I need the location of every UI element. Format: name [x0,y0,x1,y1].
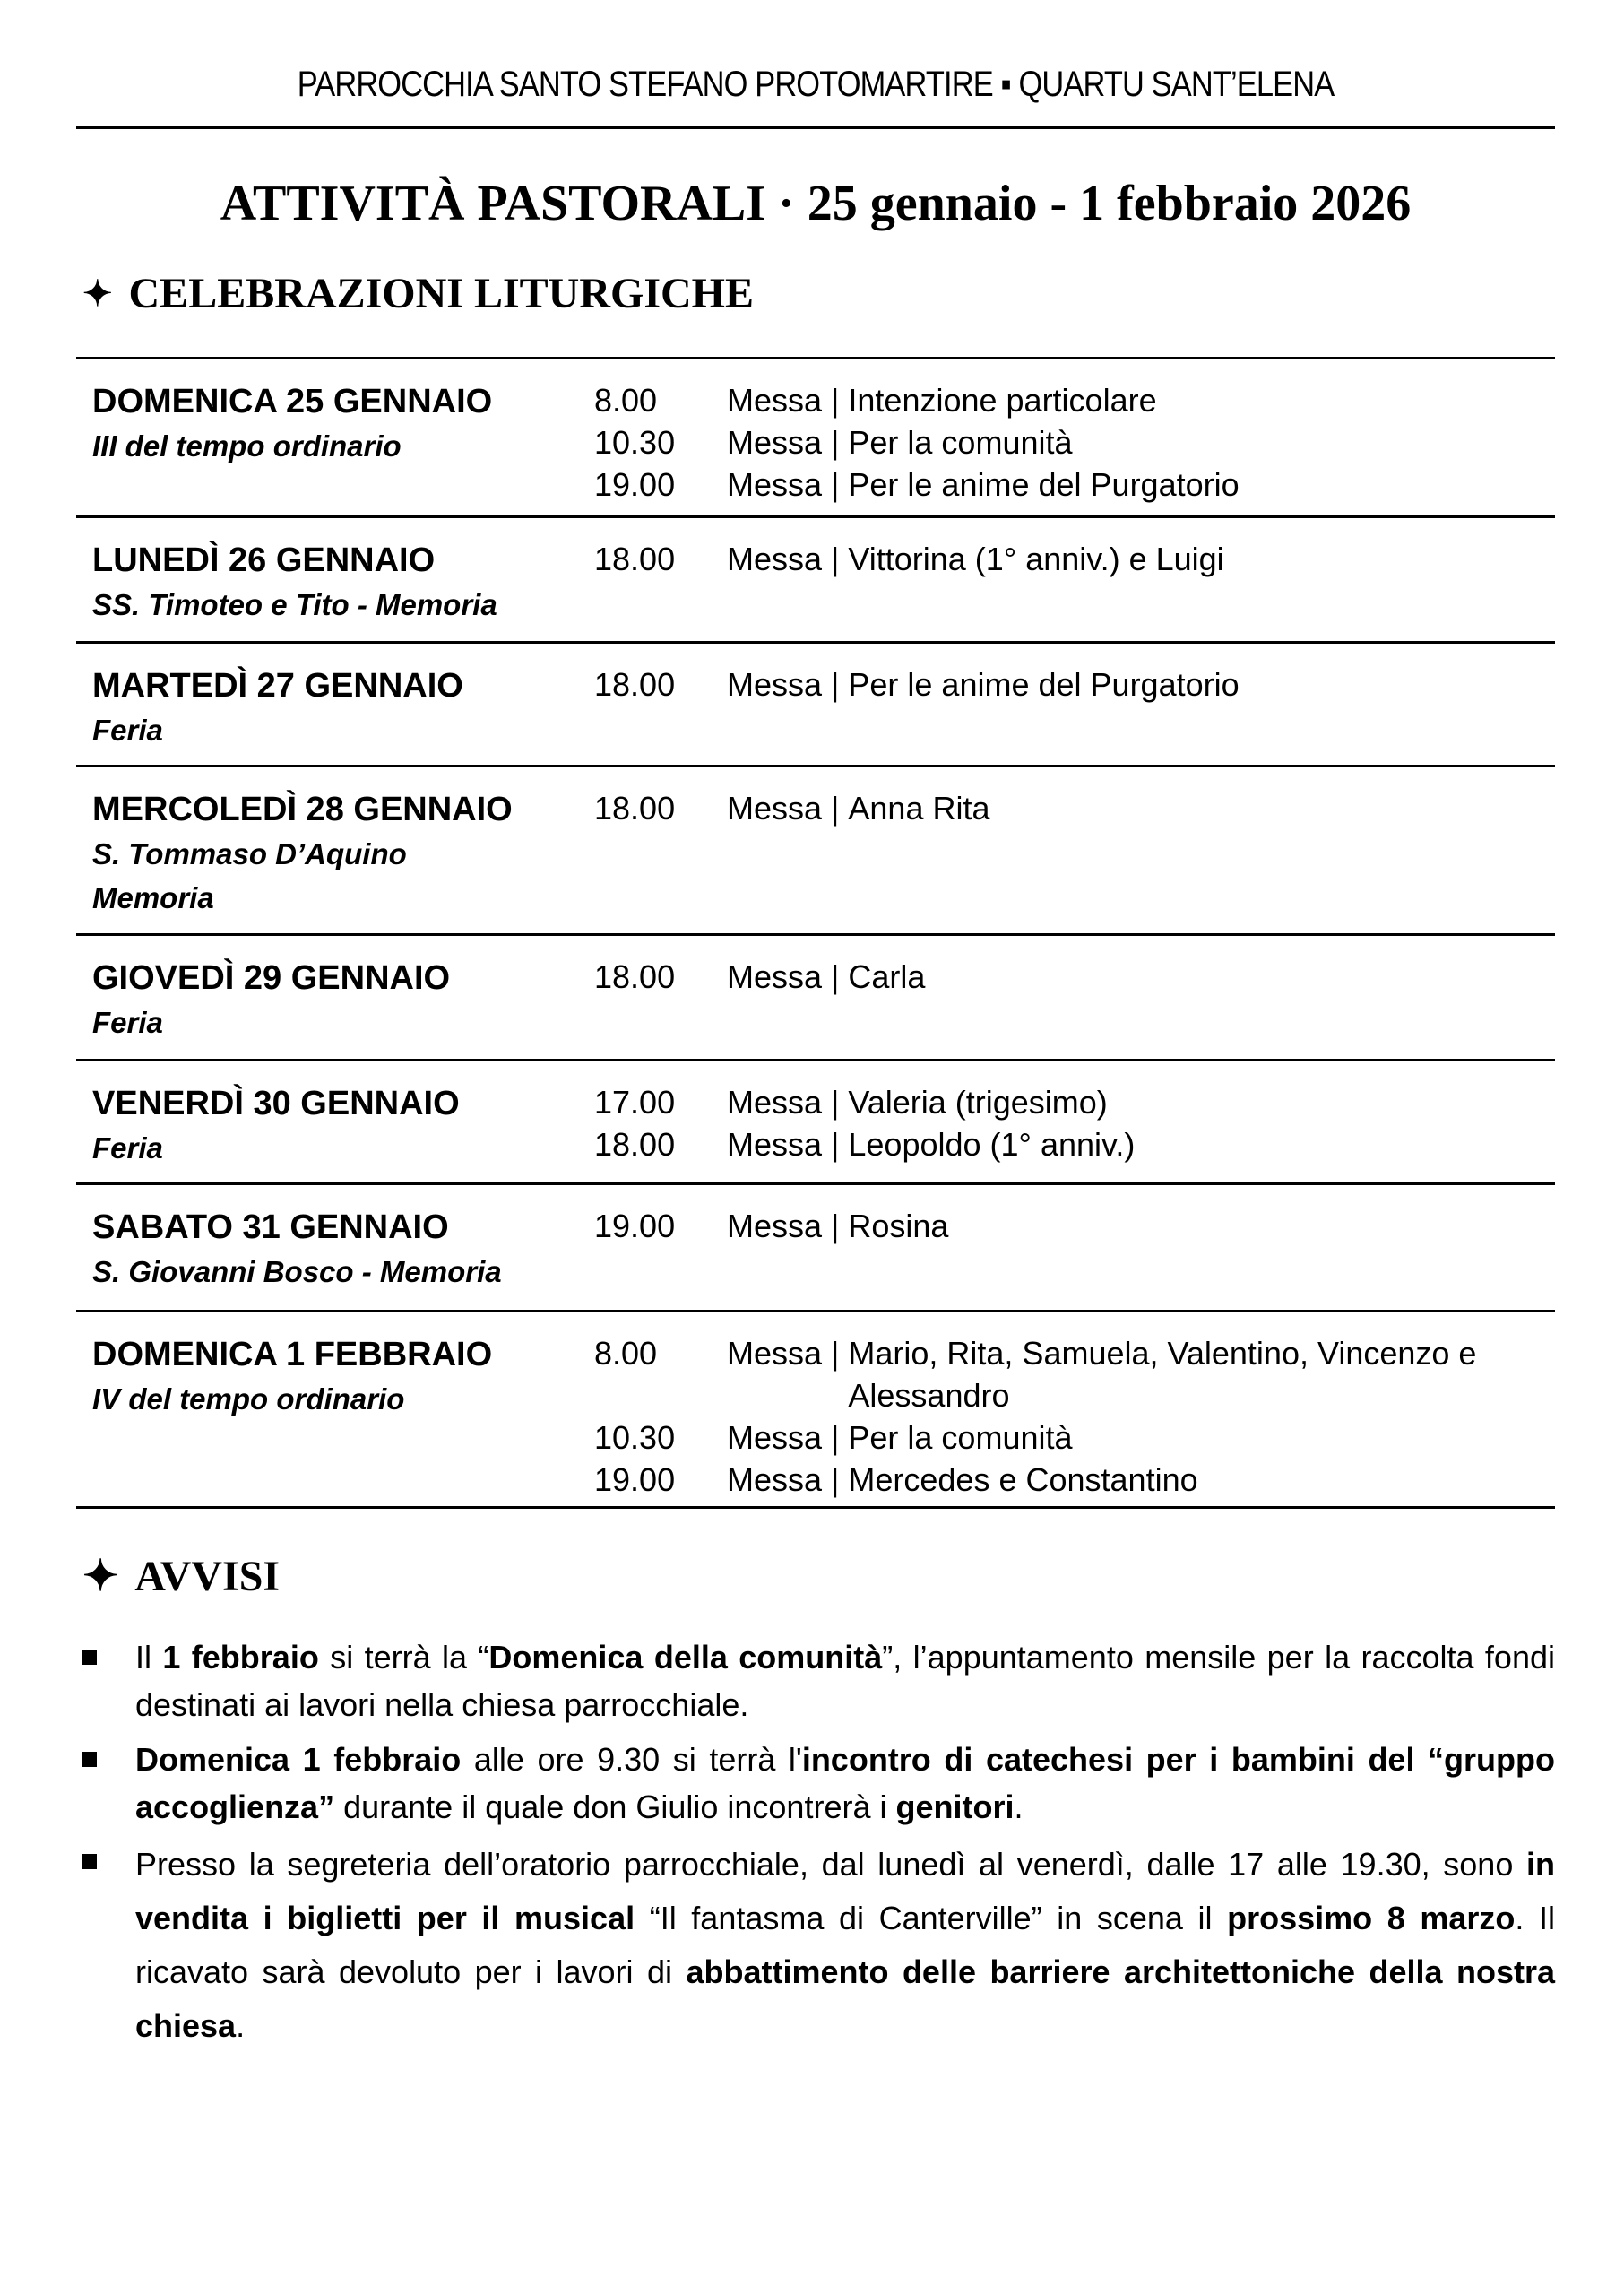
mass-intention: Per le anime del Purgatorio [848,466,1240,503]
mass-entry [594,663,1544,706]
mass-time: 18.00 [594,958,676,995]
mass-time: 19.00 [594,1208,676,1244]
mass-time: 18.00 [594,1126,676,1163]
mass-intention: Vittorina (1° anniv.) e Luigi [848,541,1224,577]
day-cell [92,663,594,752]
mass-intention: Per la comunità [848,1419,1073,1456]
day-cell [92,787,594,920]
day-cell [92,379,594,468]
day-name: LUNEDÌ 26 GENNAIO [92,541,436,579]
mass-intention: Carla [848,958,926,995]
liturgical-note: III del tempo ordinario [92,429,402,463]
day-name: DOMENICA 25 GENNAIO [92,383,493,420]
notice-text: . [236,2007,246,2044]
liturgical-note: S. Tommaso D’Aquino [92,837,407,870]
schedule-row [76,1310,1555,1509]
notice-emphasis: Domenica 1 febbraio [135,1741,462,1778]
mass-entry [594,1459,1544,1501]
mass-intention: Leopoldo (1° anniv.) [848,1126,1136,1163]
day-cell [92,956,594,1044]
schedule-row [76,1182,1555,1310]
mass-list [594,1332,1544,1501]
mass-intention: Intenzione particolare [848,382,1157,419]
separator: | [831,1419,840,1456]
section-title: AVVISI [134,1552,281,1600]
mass-list [594,1081,1544,1165]
day-name: VENERDÌ 30 GENNAIO [92,1085,460,1122]
separator: | [831,382,840,419]
mass-entry [594,956,1544,998]
mass-kind: Messa [727,1335,823,1372]
day-cell [92,538,594,627]
separator: | [831,541,840,577]
square-bullet-icon [82,1854,97,1869]
mass-time: 8.00 [594,382,658,419]
separator: | [831,958,840,995]
mass-entry [594,1123,1544,1165]
mass-list [594,663,1544,706]
mass-time: 10.30 [594,1419,676,1456]
square-bullet-icon [82,1752,97,1767]
header-divider [76,126,1555,129]
liturgical-note: Feria [92,714,163,747]
mass-kind: Messa [727,666,823,703]
notice-emphasis: genitori [895,1788,1015,1825]
mass-kind: Messa [727,1084,823,1121]
square-bullet-icon [82,1650,97,1665]
notice-text: . Il ricavato sarà devoluto per i lavori di [135,1900,1555,1990]
mass-time: 8.00 [594,1335,658,1372]
mass-kind: Messa [727,382,823,419]
section-heading-celebrations [82,269,754,318]
separator: | [831,1084,840,1121]
day-name: GIOVEDÌ 29 GENNAIO [92,959,451,997]
mass-entry [594,1081,1544,1123]
day-name: DOMENICA 1 FEBBRAIO [92,1336,493,1373]
mass-time: 18.00 [594,541,676,577]
liturgical-note: Feria [92,1006,163,1039]
separator: | [831,424,840,461]
mass-kind: Messa [727,1208,823,1244]
parish-header: PARROCCHIA SANTO STEFANO PROTOMARTIRE ▪ QUARTU SANT’ELENA [297,65,1335,104]
mass-time: 19.00 [594,1461,676,1498]
separator: | [831,1461,840,1498]
notice-text: si terrà la “ [318,1639,489,1676]
day-cell [92,1205,594,1294]
mass-kind: Messa [727,1126,823,1163]
separator: | [831,1208,840,1244]
liturgical-note: SS. Timoteo e Tito - Memoria [92,588,497,621]
separator: | [831,466,840,503]
schedule-row [76,933,1555,1059]
mass-entry [594,463,1544,506]
day-name: MERCOLEDÌ 28 GENNAIO [92,791,513,828]
mass-entry [594,1205,1544,1247]
mass-intention: Mercedes e Constantino [848,1461,1198,1498]
mass-entry [594,1332,1544,1416]
separator: | [831,1335,840,1372]
mass-entry [594,1416,1544,1459]
liturgical-note: S. Giovanni Bosco - Memoria [92,1255,502,1288]
mass-list [594,787,1544,829]
notice-emphasis: 1 febbraio [162,1639,319,1676]
mass-list [594,956,1544,998]
liturgical-note: IV del tempo ordinario [92,1382,405,1416]
notice-emphasis: abbattimento delle barriere architettoniche della nostra chiesa [135,1953,1556,2044]
notice-emphasis: prossimo 8 marzo [1227,1900,1516,1936]
mass-kind: Messa [727,424,823,461]
four-pointed-star-icon: ✦ [82,1553,119,1600]
mass-intention: Anna Rita [848,790,990,827]
mass-intention: Per la comunità [848,424,1073,461]
schedule-row [76,357,1555,515]
day-name: SABATO 31 GENNAIO [92,1208,449,1246]
notice-text: . [1014,1788,1024,1825]
schedule-row [76,765,1555,933]
mass-entry [594,421,1544,463]
mass-list [594,379,1544,506]
page-title: ATTIVITÀ PASTORALI · 25 gennaio - 1 febbraio 2026 [220,176,1412,231]
notice-text: ”, l’appuntamento mensile per la raccolta fondi destinati ai lavori nella chiesa parrocchiale. [135,1639,1555,1723]
notice-item [76,1736,1555,1831]
four-pointed-star-icon: ✦ [82,273,113,314]
notice-text: durante il quale don Giulio incontrerà i [334,1788,896,1825]
mass-intention: Mario, Rita, Samuela, Valentino, Vincenzo e Alessandro [848,1335,1477,1414]
notice-emphasis: Domenica della comunità [488,1639,883,1676]
schedule-row [76,515,1555,641]
section-title: CELEBRAZIONI LITURGICHE [128,270,755,317]
mass-kind: Messa [727,1461,823,1498]
notice-emphasis: incontro di catechesi per i bambini del “gruppo accoglienza” [135,1741,1555,1825]
notice-text: “Il fantasma di Canterville” in scena il [635,1900,1228,1936]
notice-emphasis: in vendita i biglietti per il musical [135,1846,1555,1936]
mass-kind: Messa [727,790,823,827]
liturgical-note: Memoria [92,881,214,914]
day-cell [92,1081,594,1170]
mass-intention: Rosina [848,1208,949,1244]
separator: | [831,1126,840,1163]
mass-kind: Messa [727,541,823,577]
section-heading-avvisi [82,1551,280,1601]
mass-list [594,538,1544,580]
schedule-row [76,641,1555,765]
day-name: MARTEDÌ 27 GENNAIO [92,667,463,705]
notice-item [76,1633,1555,1728]
mass-kind: Messa [727,1419,823,1456]
mass-time: 17.00 [594,1084,676,1121]
mass-kind: Messa [727,466,823,503]
mass-intention: Per le anime del Purgatorio [848,666,1240,703]
notices-list [76,1633,1555,2060]
notice-text: Il [135,1639,163,1676]
mass-intention: Valeria (trigesimo) [848,1084,1108,1121]
mass-entry [594,538,1544,580]
notice-text: alle ore 9.30 si terrà l' [461,1741,802,1778]
notice-item [76,1838,1555,2053]
separator: | [831,790,840,827]
notice-text: Presso la segreteria dell’oratorio parrocchiale, dal lunedì al venerdì, dalle 17 alle 19.30, sono [135,1846,1526,1883]
separator: | [831,666,840,703]
mass-list [594,1205,1544,1247]
schedule-table [76,357,1555,1509]
mass-time: 18.00 [594,790,676,827]
mass-time: 10.30 [594,424,676,461]
mass-time: 18.00 [594,666,676,703]
mass-kind: Messa [727,958,823,995]
mass-entry [594,787,1544,829]
mass-time: 19.00 [594,466,676,503]
mass-entry [594,379,1544,421]
liturgical-note: Feria [92,1131,163,1165]
schedule-row [76,1059,1555,1182]
day-cell [92,1332,594,1421]
